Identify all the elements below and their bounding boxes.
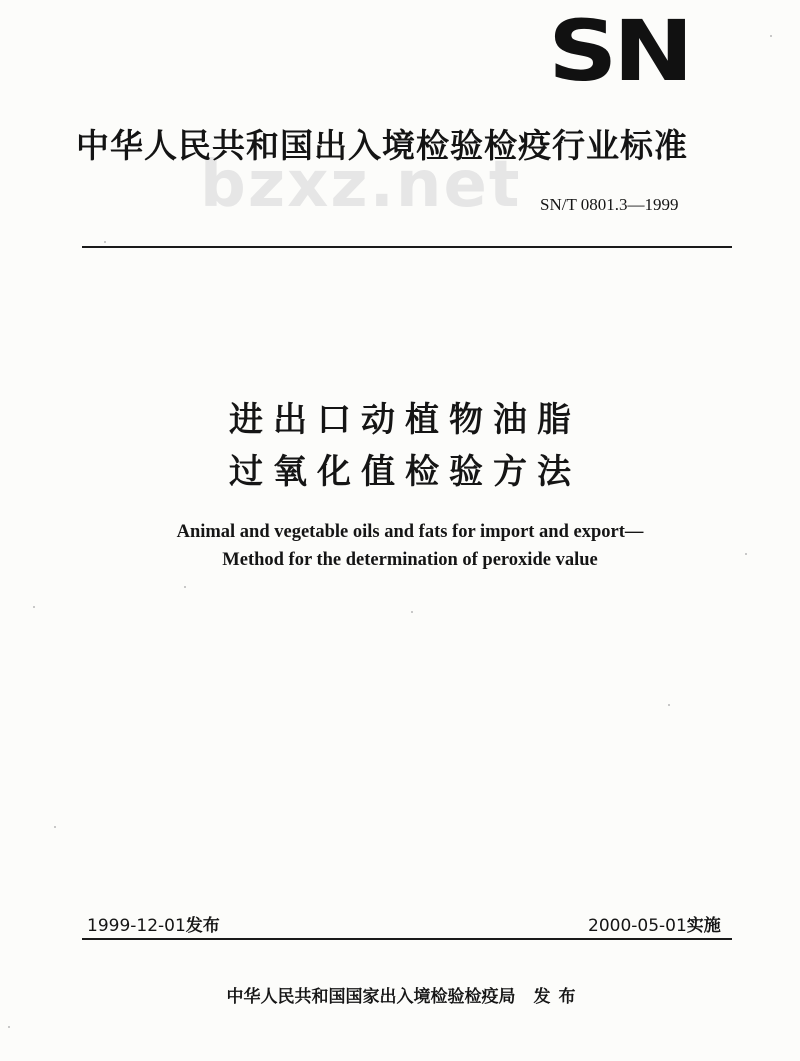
issuer-line bbox=[0, 985, 800, 1009]
issue-label: 发布 bbox=[185, 916, 220, 936]
scan-speck bbox=[184, 586, 186, 588]
issue-date-block bbox=[87, 915, 220, 937]
title-english-line-2: Method for the determination of peroxide value bbox=[222, 550, 598, 570]
implement-date: 2000-05-01 bbox=[588, 916, 687, 936]
standard-category-heading: 中华人民共和国出入境检验检疫行业标准 bbox=[76, 126, 688, 165]
scan-speck bbox=[54, 826, 56, 828]
header-divider bbox=[82, 246, 732, 248]
scan-speck bbox=[745, 553, 747, 555]
scan-speck bbox=[411, 611, 413, 613]
standard-code: SN/T 0801.3—1999 bbox=[540, 195, 679, 214]
title-chinese-line-1: 进出口动植物油脂 bbox=[229, 400, 581, 440]
footer-divider bbox=[82, 938, 732, 940]
scan-speck bbox=[668, 704, 670, 706]
scan-speck bbox=[104, 241, 106, 243]
sn-logo: SN bbox=[548, 2, 690, 100]
title-chinese-line-2: 过氧化值检验方法 bbox=[229, 452, 581, 492]
scan-speck bbox=[770, 35, 772, 37]
issuer-name: 中华人民共和国国家出入境检验检疫局 bbox=[226, 987, 516, 1007]
scan-speck bbox=[33, 606, 35, 608]
scan-speck bbox=[8, 1026, 10, 1028]
title-english-line-1: Animal and vegetable oils and fats for import and export— bbox=[176, 522, 644, 542]
watermark: bzxz.net bbox=[200, 148, 522, 222]
issue-date: 1999-12-01 bbox=[87, 916, 186, 936]
issuer-action: 发布 bbox=[533, 987, 584, 1007]
implement-date-block bbox=[588, 915, 721, 937]
implement-label: 实施 bbox=[686, 916, 721, 936]
